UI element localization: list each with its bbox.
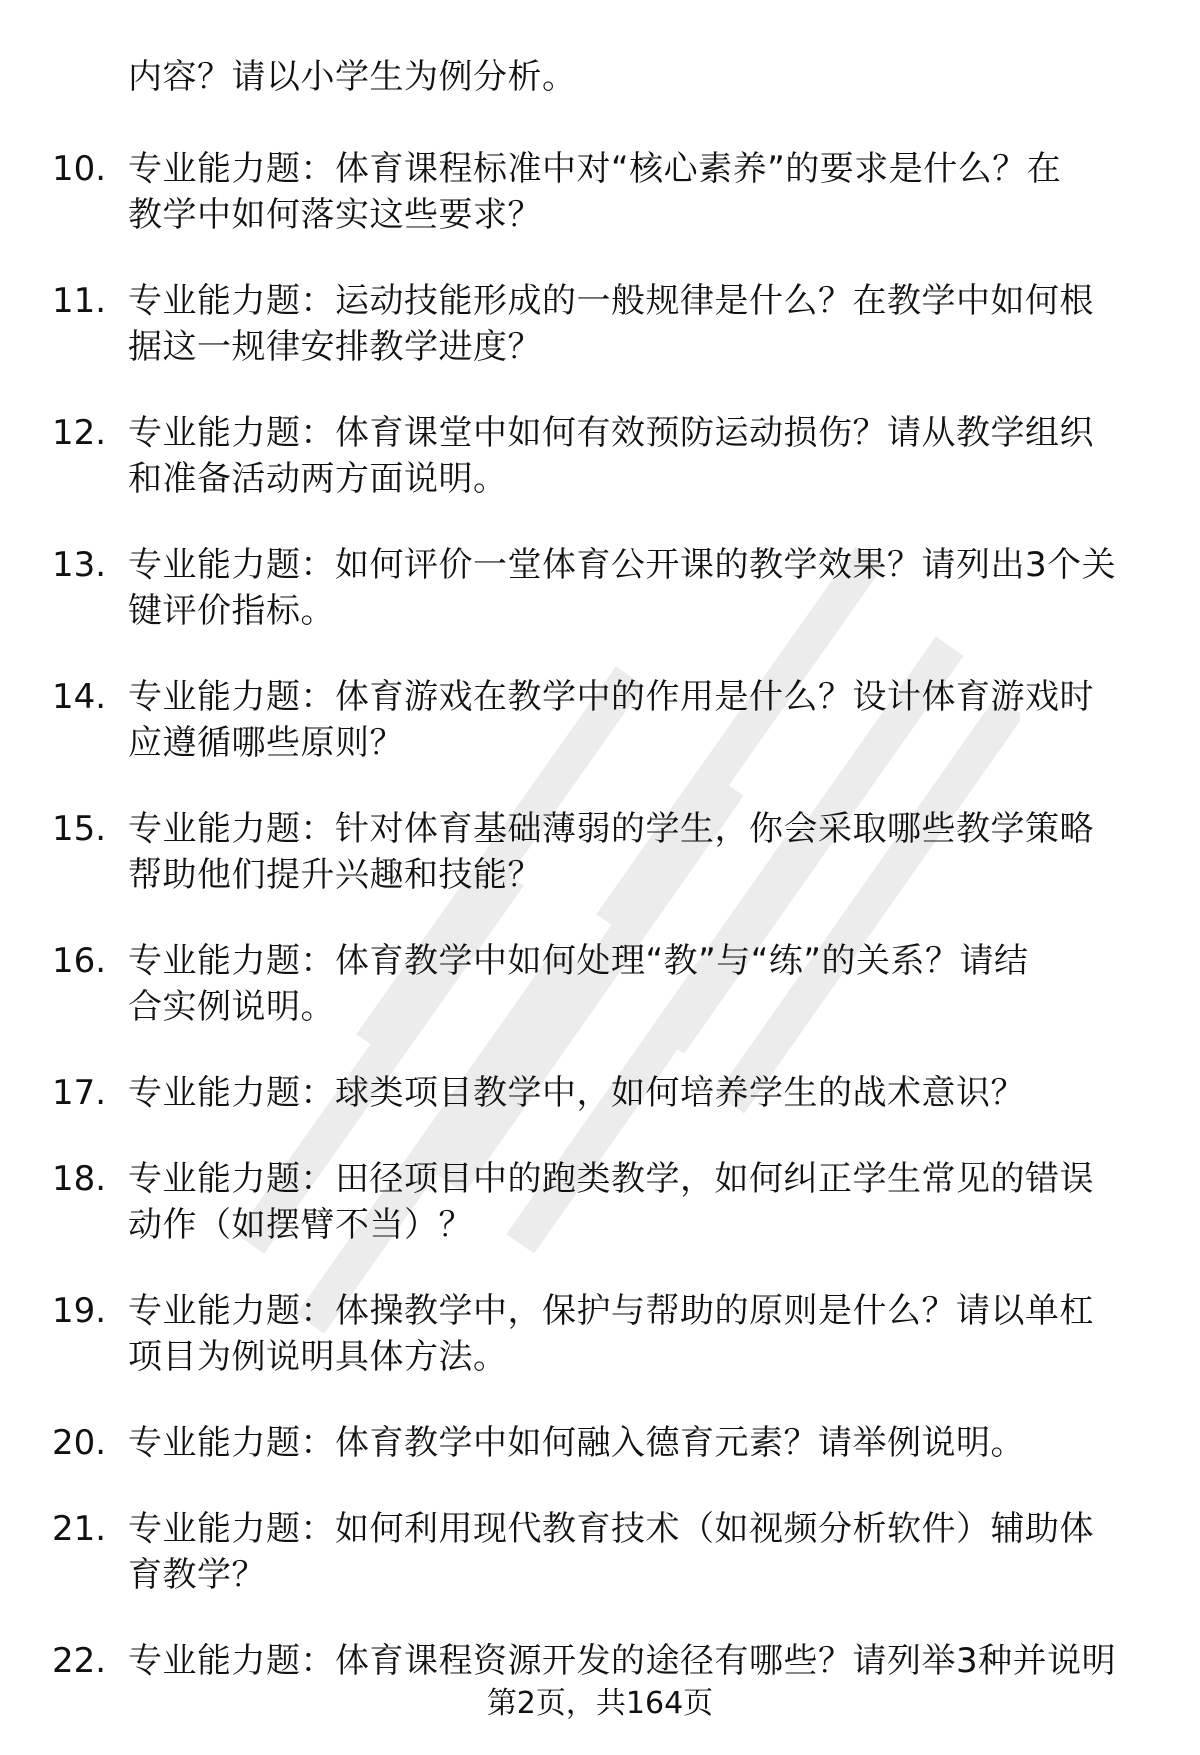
- item-text-line1: 专业能力题：体育游戏在教学中的作用是什么？设计体育游戏时: [128, 677, 1094, 717]
- page-footer: 第2页，共164页: [486, 1686, 714, 1721]
- item-number: 22.: [52, 1641, 107, 1681]
- item-text-line1: 专业能力题：针对体育基础薄弱的学生，你会采取哪些教学策略: [128, 809, 1094, 849]
- item-text-line2: 键评价指标。: [128, 591, 335, 631]
- item-number: 11.: [52, 281, 107, 321]
- item-text-line1: 专业能力题：如何评价一堂体育公开课的教学效果？请列出3个关: [128, 545, 1117, 585]
- item-number: 12.: [52, 413, 107, 453]
- item-text-line2: 应遵循哪些原则？: [128, 723, 404, 763]
- item-number: 10.: [52, 149, 107, 189]
- item-text-line1: 专业能力题：体育教学中如何融入德育元素？请举例说明。: [128, 1423, 1025, 1463]
- item-text-line2: 项目为例说明具体方法。: [128, 1337, 508, 1377]
- item-text-line1: 专业能力题：体育教学中如何处理“教”与“练”的关系？请结: [128, 941, 1029, 981]
- item-text-line2: 合实例说明。: [128, 987, 335, 1027]
- item-number: 20.: [52, 1423, 107, 1463]
- item-text-line2: 教学中如何落实这些要求？: [128, 195, 542, 235]
- item-text-line2: 育教学？: [128, 1555, 266, 1595]
- item-text-line1: 专业能力题：体操教学中，保护与帮助的原则是什么？请以单杠: [128, 1291, 1094, 1331]
- item-text-line2: 帮助他们提升兴趣和技能？: [128, 855, 542, 895]
- item-number: 13.: [52, 545, 107, 585]
- item-text-line1: 专业能力题：运动技能形成的一般规律是什么？在教学中如何根: [128, 281, 1094, 321]
- item-text-line1: 专业能力题：田径项目中的跑类教学，如何纠正学生常见的错误: [128, 1159, 1094, 1199]
- item-text-line1: 专业能力题：体育课程标准中对“核心素养”的要求是什么？在: [128, 149, 1062, 189]
- item-text-line1: 专业能力题：体育课程资源开发的途径有哪些？请列举3种并说明: [128, 1641, 1117, 1681]
- item-number: 17.: [52, 1073, 107, 1113]
- item-number: 15.: [52, 809, 107, 849]
- item-number: 16.: [52, 941, 107, 981]
- item-text-line2: 动作（如摆臂不当）？: [128, 1205, 473, 1245]
- item-text-line1: 专业能力题：如何利用现代教育技术（如视频分析软件）辅助体: [128, 1509, 1094, 1549]
- item-number: 21.: [52, 1509, 107, 1549]
- item-number: 18.: [52, 1159, 107, 1199]
- item-text-line1: 专业能力题：球类项目教学中，如何培养学生的战术意识？: [128, 1073, 1025, 1113]
- item-text-line2: 和准备活动两方面说明。: [128, 459, 508, 499]
- item-text-line1: 专业能力题：体育课堂中如何有效预防运动损伤？请从教学组织: [128, 413, 1094, 453]
- item-number: 19.: [52, 1291, 107, 1331]
- intro-line: 内容？请以小学生为例分析。: [128, 57, 577, 97]
- item-number: 14.: [52, 677, 107, 717]
- item-text-line2: 据这一规律安排教学进度？: [128, 327, 542, 367]
